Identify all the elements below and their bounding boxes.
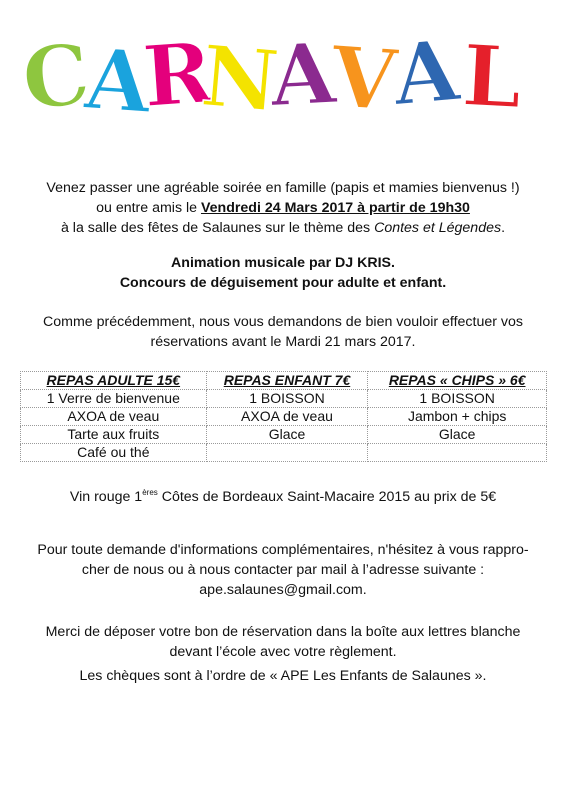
menu-cell: Glace xyxy=(368,426,547,444)
event-theme: Contes et Légendes xyxy=(374,220,502,236)
menu-cell: Café ou thé xyxy=(21,444,207,462)
menu-header-adult: REPAS ADULTE 15€ xyxy=(21,372,207,390)
menu-cell: Glace xyxy=(206,426,368,444)
title-letter: N xyxy=(197,25,283,132)
reservation-line-2: réservations avant le Mardi 21 mars 2017. xyxy=(150,334,416,350)
carnaval-wordart xyxy=(17,20,542,133)
depot-paragraph xyxy=(12,622,554,662)
contact-email: ape.salaunes@gmail.com. xyxy=(199,582,367,598)
contact-line-2: cher de nous ou à nous contacter par mail à l’adresse suivante : xyxy=(81,562,485,578)
menu-cell: 1 BOISSON xyxy=(206,390,368,408)
title-letter: V xyxy=(327,26,400,131)
menu-cell xyxy=(368,444,547,462)
table-row xyxy=(21,390,547,408)
title-letter: R xyxy=(139,22,217,127)
animation-contest: Concours de déguisement pour adulte et enfant. xyxy=(119,275,447,291)
title-letter: C xyxy=(17,23,95,130)
wine-superscript: ères xyxy=(142,488,158,497)
contact-paragraph xyxy=(12,540,554,600)
title-letter: L xyxy=(459,25,525,128)
menu-cell: 1 BOISSON xyxy=(368,390,547,408)
title-letter: A xyxy=(389,20,463,125)
menu-cell xyxy=(206,444,368,462)
menu-cell: AXOA de veau xyxy=(206,408,368,426)
intro-line-2: ou entre amis le Vendredi 24 Mars 2017 à partir de 19h30 xyxy=(96,200,470,216)
title-letter: A xyxy=(267,23,339,126)
table-row xyxy=(21,426,547,444)
depot-line-2: devant l’école avec votre règlement. xyxy=(169,644,397,660)
intro-paragraph xyxy=(12,178,554,238)
reservation-paragraph xyxy=(12,312,554,352)
menu-cell: 1 Verre de bienvenue xyxy=(21,390,207,408)
menu-header-row xyxy=(21,372,547,390)
event-date: Vendredi 24 Mars 2017 à partir de 19h30 xyxy=(200,200,470,216)
wine-line: Vin rouge 1ères Côtes de Bordeaux Saint-Macaire 2015 au prix de 5€ xyxy=(69,488,497,505)
menu-header-chips: REPAS « CHIPS » 6€ xyxy=(368,372,547,390)
menu-table xyxy=(20,371,547,462)
intro-line-1: Venez passer une agréable soirée en famille (papis et mamies bienvenus !) xyxy=(46,180,520,196)
menu-header-child: REPAS ENFANT 7€ xyxy=(206,372,368,390)
table-row xyxy=(21,408,547,426)
menu-cell: Jambon + chips xyxy=(368,408,547,426)
title-letter: A xyxy=(81,28,154,133)
intro-line-3: à la salle des fêtes de Salaunes sur le thème des Contes et Légendes. xyxy=(60,220,506,236)
animation-dj: Animation musicale par DJ KRIS. xyxy=(171,255,395,271)
animation-paragraph xyxy=(12,253,554,293)
cheques-line: Les chèques sont à l’ordre de « APE Les Enfants de Salaunes ». xyxy=(79,668,487,684)
menu-cell: Tarte aux fruits xyxy=(21,426,207,444)
menu-cell: AXOA de veau xyxy=(21,408,207,426)
table-row xyxy=(21,444,547,462)
carnaval-title xyxy=(17,20,542,133)
reservation-line-1: Comme précédemment, nous vous demandons de bien vouloir effectuer vos xyxy=(42,314,523,330)
depot-line-1: Merci de déposer votre bon de réservation dans la boîte aux lettres blanche xyxy=(45,624,521,640)
contact-line-1: Pour toute demande d'informations complémentaires, n'hésitez à vous rappro- xyxy=(37,542,529,558)
